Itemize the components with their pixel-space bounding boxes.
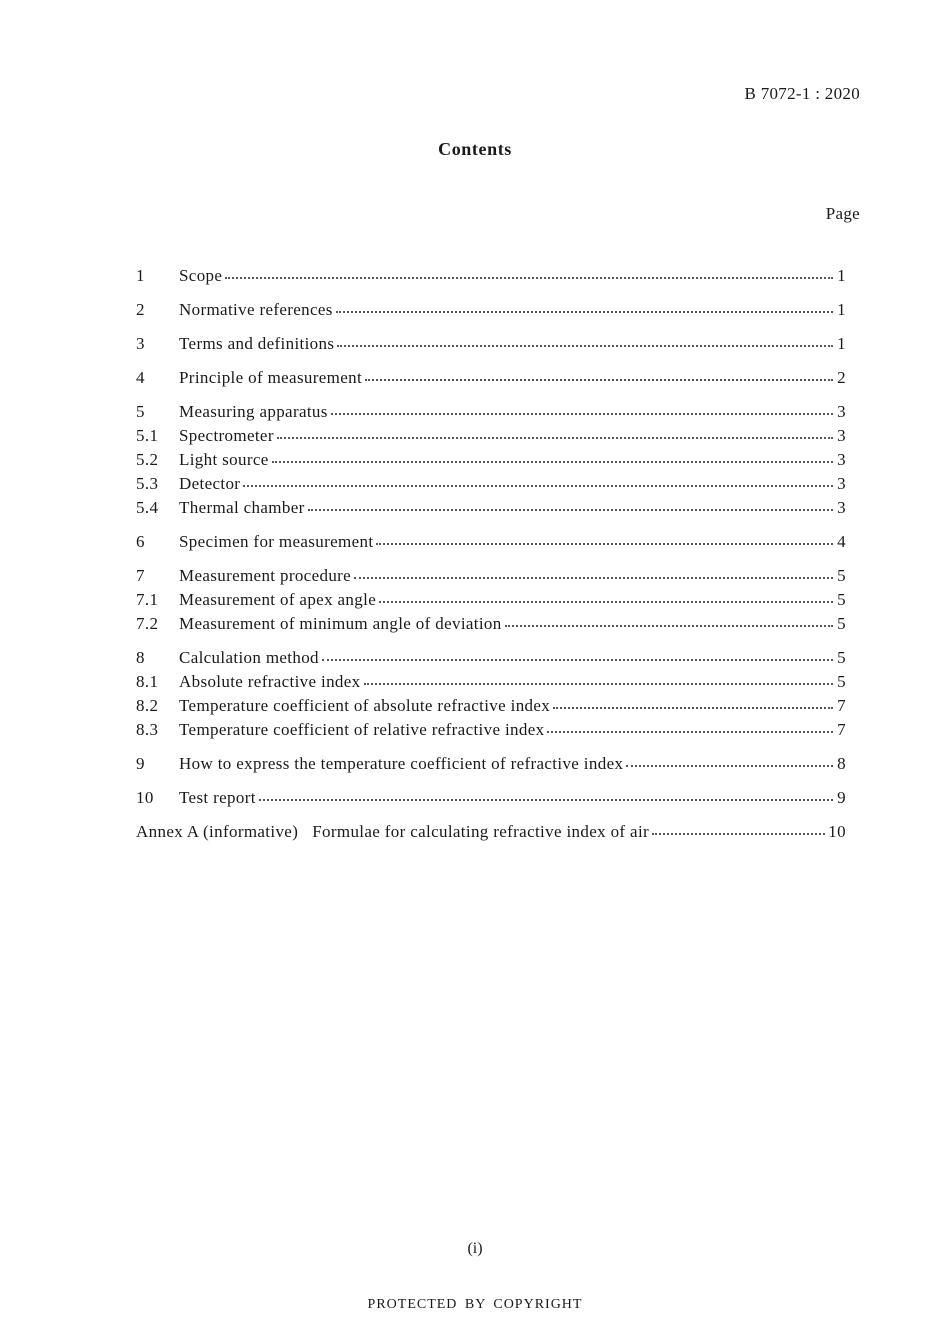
toc-entry-title: Detector	[179, 474, 241, 493]
toc-entry-title: Calculation method	[179, 648, 319, 667]
toc-annex-entry[interactable]	[136, 822, 846, 846]
toc-leader-dots	[547, 719, 833, 733]
toc-entry-page: 3	[837, 474, 846, 493]
toc-entry[interactable]	[136, 402, 846, 426]
toc-entry-page: 5	[837, 590, 846, 609]
toc-entry-page: 1	[837, 300, 846, 319]
toc-group	[136, 788, 846, 812]
toc-entry-page: 7	[837, 696, 846, 715]
toc-entry-number: 6	[136, 532, 145, 551]
toc-leader-dots	[365, 367, 833, 381]
toc-leader-dots	[259, 787, 833, 801]
toc-entry-title: Temperature coefficient of relative refractive index	[179, 720, 545, 739]
toc-leader-dots	[272, 449, 833, 463]
toc-leader-dots	[354, 565, 833, 579]
toc-entry-number: 1	[136, 266, 145, 285]
toc-entry-title: Measuring apparatus	[179, 402, 328, 421]
toc-entry[interactable]	[136, 566, 846, 590]
page-column-heading: Page	[825, 204, 860, 223]
toc-group	[136, 566, 846, 638]
toc-entry-number: 5.2	[136, 450, 159, 469]
toc-entry-page: 7	[837, 720, 846, 739]
toc-entry-page: 5	[837, 614, 846, 633]
toc-group	[136, 368, 846, 392]
table-of-contents	[136, 266, 846, 846]
toc-entry-page: 5	[837, 648, 846, 667]
toc-leader-dots	[364, 671, 833, 685]
toc-entry-page: 3	[837, 402, 846, 421]
toc-entry[interactable]	[136, 754, 846, 778]
toc-entry-page: 4	[837, 532, 846, 551]
toc-entry-number: 8.2	[136, 696, 159, 715]
toc-entry-page: 3	[837, 498, 846, 517]
toc-leader-dots	[336, 299, 833, 313]
toc-entry-page: 5	[837, 672, 846, 691]
toc-entry-page: 3	[837, 426, 846, 445]
toc-entry-number: 5.4	[136, 498, 159, 517]
toc-entry-page: 2	[837, 368, 846, 387]
toc-entry-number: 9	[136, 754, 145, 773]
toc-entry-page: 5	[837, 566, 846, 585]
annex-page: 10	[828, 822, 846, 841]
toc-group	[136, 300, 846, 324]
toc-group	[136, 266, 846, 290]
toc-entry-page: 1	[837, 266, 846, 285]
toc-entry[interactable]	[136, 474, 846, 498]
toc-entry[interactable]	[136, 498, 846, 522]
toc-entry-number: 4	[136, 368, 145, 387]
annex-title: Formulae for calculating refractive index of air	[312, 822, 650, 841]
toc-entry-page: 3	[837, 450, 846, 469]
toc-group	[136, 532, 846, 556]
toc-leader-dots	[553, 695, 833, 709]
toc-entry[interactable]	[136, 720, 846, 744]
toc-entry-number: 3	[136, 334, 145, 353]
toc-entry-number: 8.3	[136, 720, 159, 739]
toc-entry-page: 8	[837, 754, 846, 773]
toc-entry-title: Spectrometer	[179, 426, 274, 445]
toc-leader-dots	[337, 333, 833, 347]
toc-entry-number: 2	[136, 300, 145, 319]
toc-entry-number: 5.1	[136, 426, 159, 445]
toc-group	[136, 334, 846, 358]
toc-entry-title: Light source	[179, 450, 269, 469]
toc-leader-dots	[626, 753, 833, 767]
toc-entry-title: Measurement of minimum angle of deviation	[179, 614, 502, 633]
toc-entry[interactable]	[136, 426, 846, 450]
toc-entry-number: 7.1	[136, 590, 159, 609]
toc-entry-number: 5.3	[136, 474, 159, 493]
toc-leader-dots	[243, 473, 833, 487]
toc-entry-number: 7.2	[136, 614, 159, 633]
contents-title: Contents	[438, 139, 512, 159]
toc-entry-title: Terms and definitions	[179, 334, 335, 353]
toc-leader-dots	[331, 401, 833, 415]
toc-entry[interactable]	[136, 532, 846, 556]
toc-leader-dots	[277, 425, 833, 439]
toc-entry[interactable]	[136, 334, 846, 358]
toc-entry-title: Test report	[179, 788, 256, 807]
toc-leader-dots	[376, 531, 833, 545]
toc-entry[interactable]	[136, 696, 846, 720]
toc-group	[136, 754, 846, 778]
toc-entry-title: Thermal chamber	[179, 498, 305, 517]
toc-entry-number: 10	[136, 788, 154, 807]
toc-entry[interactable]	[136, 266, 846, 290]
toc-entry-title: Scope	[179, 266, 223, 285]
toc-entry[interactable]	[136, 648, 846, 672]
toc-leader-dots	[225, 265, 833, 279]
toc-group	[136, 648, 846, 744]
annex-label: Annex A (informative)	[136, 822, 299, 841]
page-number: (i)	[467, 1240, 483, 1257]
toc-entry-title: Temperature coefficient of absolute refractive index	[179, 696, 551, 715]
toc-entry-title: Principle of measurement	[179, 368, 363, 387]
toc-leader-dots	[308, 497, 833, 511]
toc-entry[interactable]	[136, 450, 846, 474]
toc-entry-number: 7	[136, 566, 145, 585]
toc-entry[interactable]	[136, 590, 846, 614]
toc-entry[interactable]	[136, 368, 846, 392]
toc-entry[interactable]	[136, 672, 846, 696]
toc-entry-title: Normative references	[179, 300, 333, 319]
toc-group	[136, 402, 846, 522]
document-number: B 7072-1 : 2020	[744, 84, 860, 103]
toc-leader-dots	[505, 613, 833, 627]
toc-entry-title: How to express the temperature coefficient of refractive index	[179, 754, 624, 773]
toc-entry-title: Measurement procedure	[179, 566, 352, 585]
toc-entry-title: Specimen for measurement	[179, 532, 374, 551]
toc-leader-dots	[652, 821, 825, 835]
toc-entry-title: Measurement of apex angle	[179, 590, 377, 609]
toc-entry[interactable]	[136, 300, 846, 324]
toc-leader-dots	[322, 647, 833, 661]
toc-entry-number: 8.1	[136, 672, 159, 691]
toc-entry-title: Absolute refractive index	[179, 672, 361, 691]
toc-leader-dots	[379, 589, 833, 603]
toc-entry[interactable]	[136, 614, 846, 638]
toc-entry-page: 1	[837, 334, 846, 353]
toc-entry-number: 5	[136, 402, 145, 421]
copyright-notice: PROTECTED BY COPYRIGHT	[367, 1297, 583, 1312]
toc-entry[interactable]	[136, 788, 846, 812]
toc-entry-number: 8	[136, 648, 145, 667]
toc-entry-page: 9	[837, 788, 846, 807]
